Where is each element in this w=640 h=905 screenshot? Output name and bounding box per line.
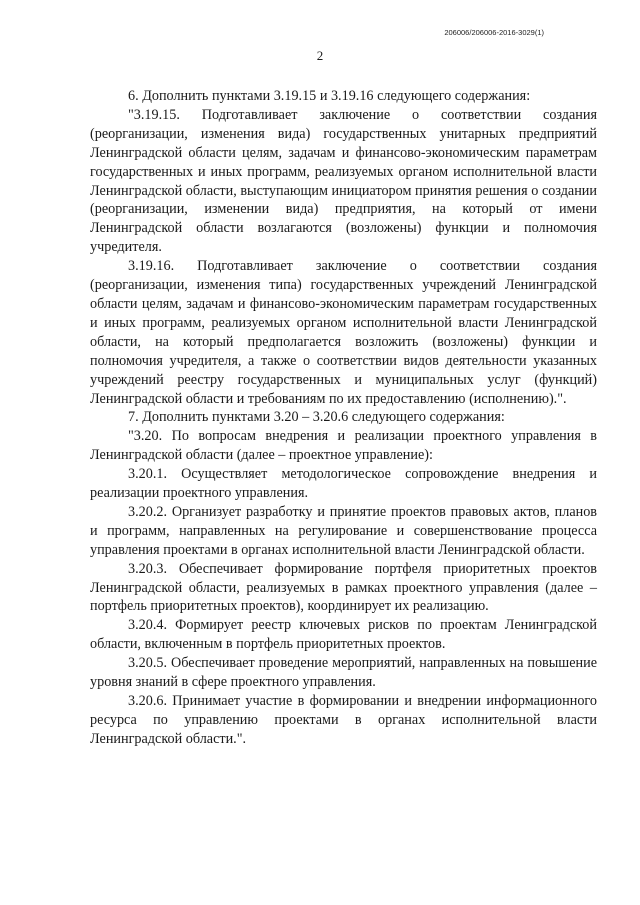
paragraph-3-19-16: 3.19.16. Подготавливает заключение о соответствии создания (реорганизации, изменения типа) государственных учреждений Ленинградской области целям, задачам и финансово-экономическим параметрам государственных и иных программ, реализуемых органом исполнительной власти Ленинградской области, на который предполагается возложить (возложены) функции и полномочия учредителя, а также о соответствии видов деятельности указанных учреждений реестру государственных и муниципальных услуг (функций) Ленинградской области и требованиям по их предоставлению (исполнению).". xyxy=(90,258,597,407)
document-body xyxy=(90,87,597,749)
page-number: 2 xyxy=(316,48,324,63)
paragraph-3-20: "3.20. По вопросам внедрения и реализации проектного управления в Ленинградской области (далее – проектное управление): xyxy=(90,428,597,464)
paragraph-3-20-2: 3.20.2. Организует разработку и принятие проектов правовых актов, планов и программ, направленных на регулирование и совершенствование процесса управления проектами в органах исполнительной власти Ленинградской области. xyxy=(90,503,597,558)
paragraph-3-20-6: 3.20.6. Принимает участие в формировании и внедрении информационного ресурса по управлению проектами в органах исполнительной власти Ленинградской области.". xyxy=(90,693,597,747)
paragraph-3-19-15: "3.19.15. Подготавливает заключение о соответствии создания (реорганизации, изменения вида) государственных унитарных предприятий Ленинградской области целям, задачам и финансово-экономическим параметрам государственных и иных программ, реализуемых органом исполнительной власти Ленинградской области, выступающим инициатором принятия решения о создании (реорганизации, изменении вида) предприятия, на который от имени Ленинградской области возлагаются (возложены) функции и полномочия учредителя. xyxy=(90,106,597,256)
paragraph-3-20-3: 3.20.3. Обеспечивает формирование портфеля приоритетных проектов Ленинградской области, реализуемых в рамках проектного управления (далее – портфель приоритетных проектов), координирует их реализацию. xyxy=(90,560,597,615)
paragraph-3-20-4: 3.20.4. Формирует реестр ключевых рисков по проектам Ленинградской области, включенным в портфель приоритетных проектов. xyxy=(90,617,597,653)
paragraph-3-20-5: 3.20.5. Обеспечивает проведение мероприятий, направленных на повышение уровня знаний в сфере проектного управления. xyxy=(90,655,597,691)
paragraph-item-6: 6. Дополнить пунктами 3.19.15 и 3.19.16 следующего содержания: xyxy=(128,88,531,104)
paragraph-item-7: 7. Дополнить пунктами 3.20 – 3.20.6 следующего содержания: xyxy=(128,409,505,426)
paragraph-3-20-1: 3.20.1. Осуществляет методологическое сопровождение внедрения и реализации проектного управления. xyxy=(90,466,597,502)
document-registration-code: 206006/206006-2016-3029(1) xyxy=(444,28,544,37)
